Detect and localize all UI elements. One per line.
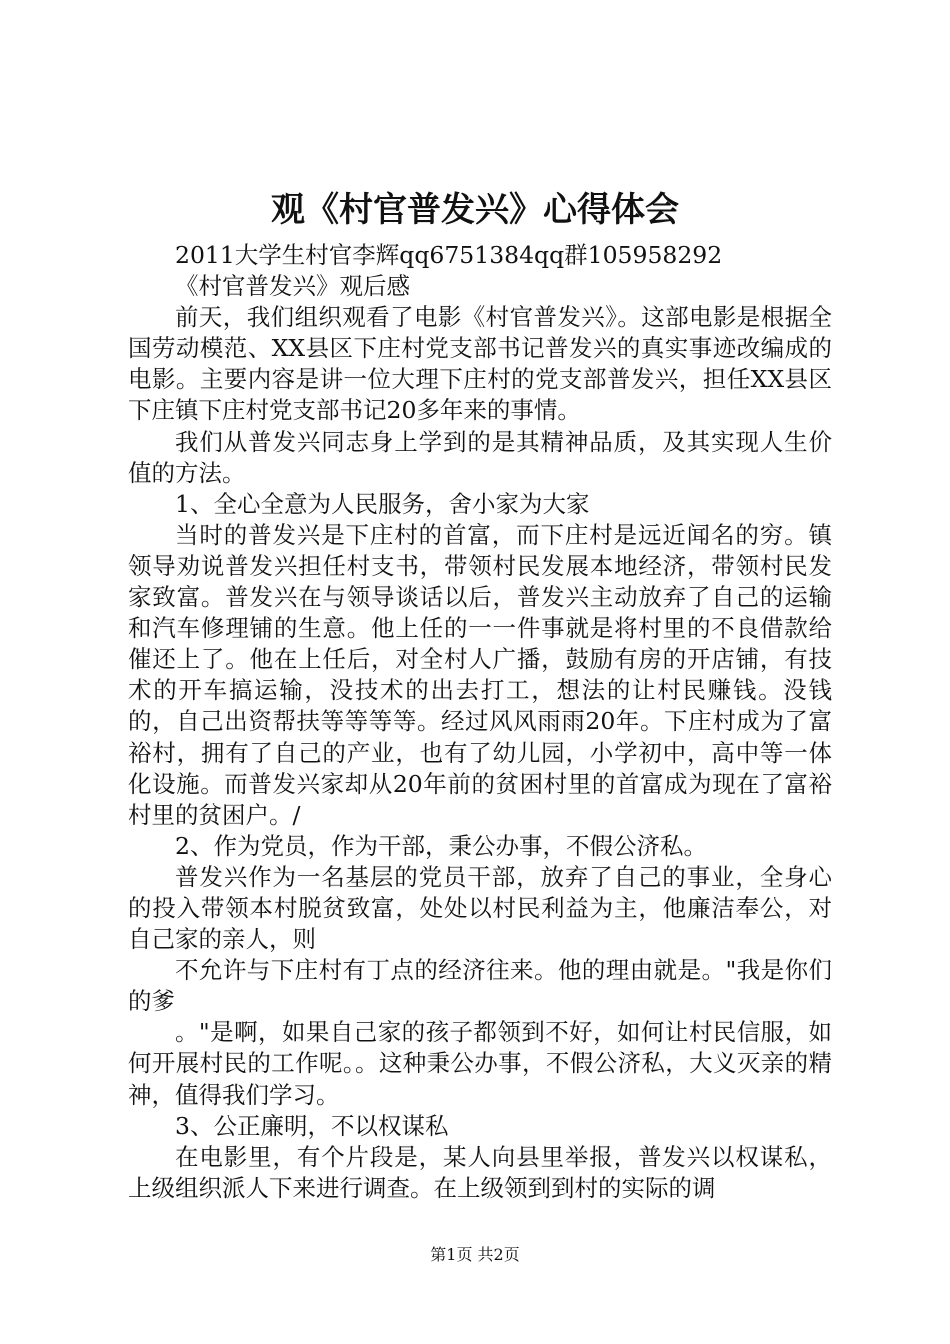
paragraph-author-line: 2011大学生村官李辉qq6751384qq群105958292 [175,241,723,269]
document-title: 观《村官普发兴》心得体会 [271,190,679,230]
page-footer: 第1页 共2页 [430,1245,520,1264]
paragraph-section-2c: 。"是啊，如果自己家的孩子都领到不好，如何让村民信服，如何开展村民的工作呢。。这种秉公办事，不假公济私，大义灭亲的精神，值得我们学习。 [128,1018,832,1109]
section-heading-1: 1、全心全意为人民服务，舍小家为大家 [175,489,590,518]
paragraph-section-2b: 不允许与下庄村有丁点的经济往来。他的理由就是。"我是你们的爹 [128,956,832,1016]
paragraph-intro: 前天，我们组织观看了电影《村官普发兴》。这部电影是根据全国劳动模范、XX县区下庄村党支部书记普发兴的真实事迹改编成的电影。主要内容是讲一位大理下庄村的党支部普发兴，担任XX县区下庄镇下庄村党支部书记20多年来的事情。 [128,303,832,425]
paragraph-section-1: 当时的普发兴是下庄村的首富，而下庄村是远近闻名的穷。镇领导劝说普发兴担任村支书，带领村民发展本地经济，带领村民发家致富。普发兴在与领导谈话以后，普发兴主动放弃了自己的运输和汽车修理铺的生意。他上任的一一件事就是将村里的不良借款给催还上了。他在上任后，对全村人广播，鼓励有房的开店铺，有技术的开车搞运输，没技术的出去打工，想法的让村民赚钱。没钱的，自己出资帮扶等等等等。经过风风雨雨20年。下庄村成为了富裕村，拥有了自己的产业，也有了幼儿园，小学初中，高中等一体化设施。而普发兴家却从20年前的贫困村里的首富成为现在了富裕村里的贫困户。/ [128,520,832,829]
paragraph-section-2a: 普发兴作为一名基层的党员干部，放弃了自己的事业，全身心的投入带领本村脱贫致富，处处以村民利益为主，他廉洁奉公，对自己家的亲人，则 [128,862,832,954]
paragraph-subtitle: 《村官普发兴》观后感 [175,272,410,301]
section-heading-2: 2、作为党员，作为干部，秉公办事，不假公济私。 [175,831,707,860]
paragraph-section-3: 在电影里，有个片段是，某人向县里举报，普发兴以权谋私，上级组织派人下来进行调查。在上级领到到村的实际的调 [128,1142,832,1202]
paragraph-summary: 我们从普发兴同志身上学到的是其精神品质，及其实现人生价值的方法。 [128,427,832,487]
document-body [128,240,832,1204]
section-heading-3: 3、公正廉明，不以权谋私 [175,1111,449,1140]
